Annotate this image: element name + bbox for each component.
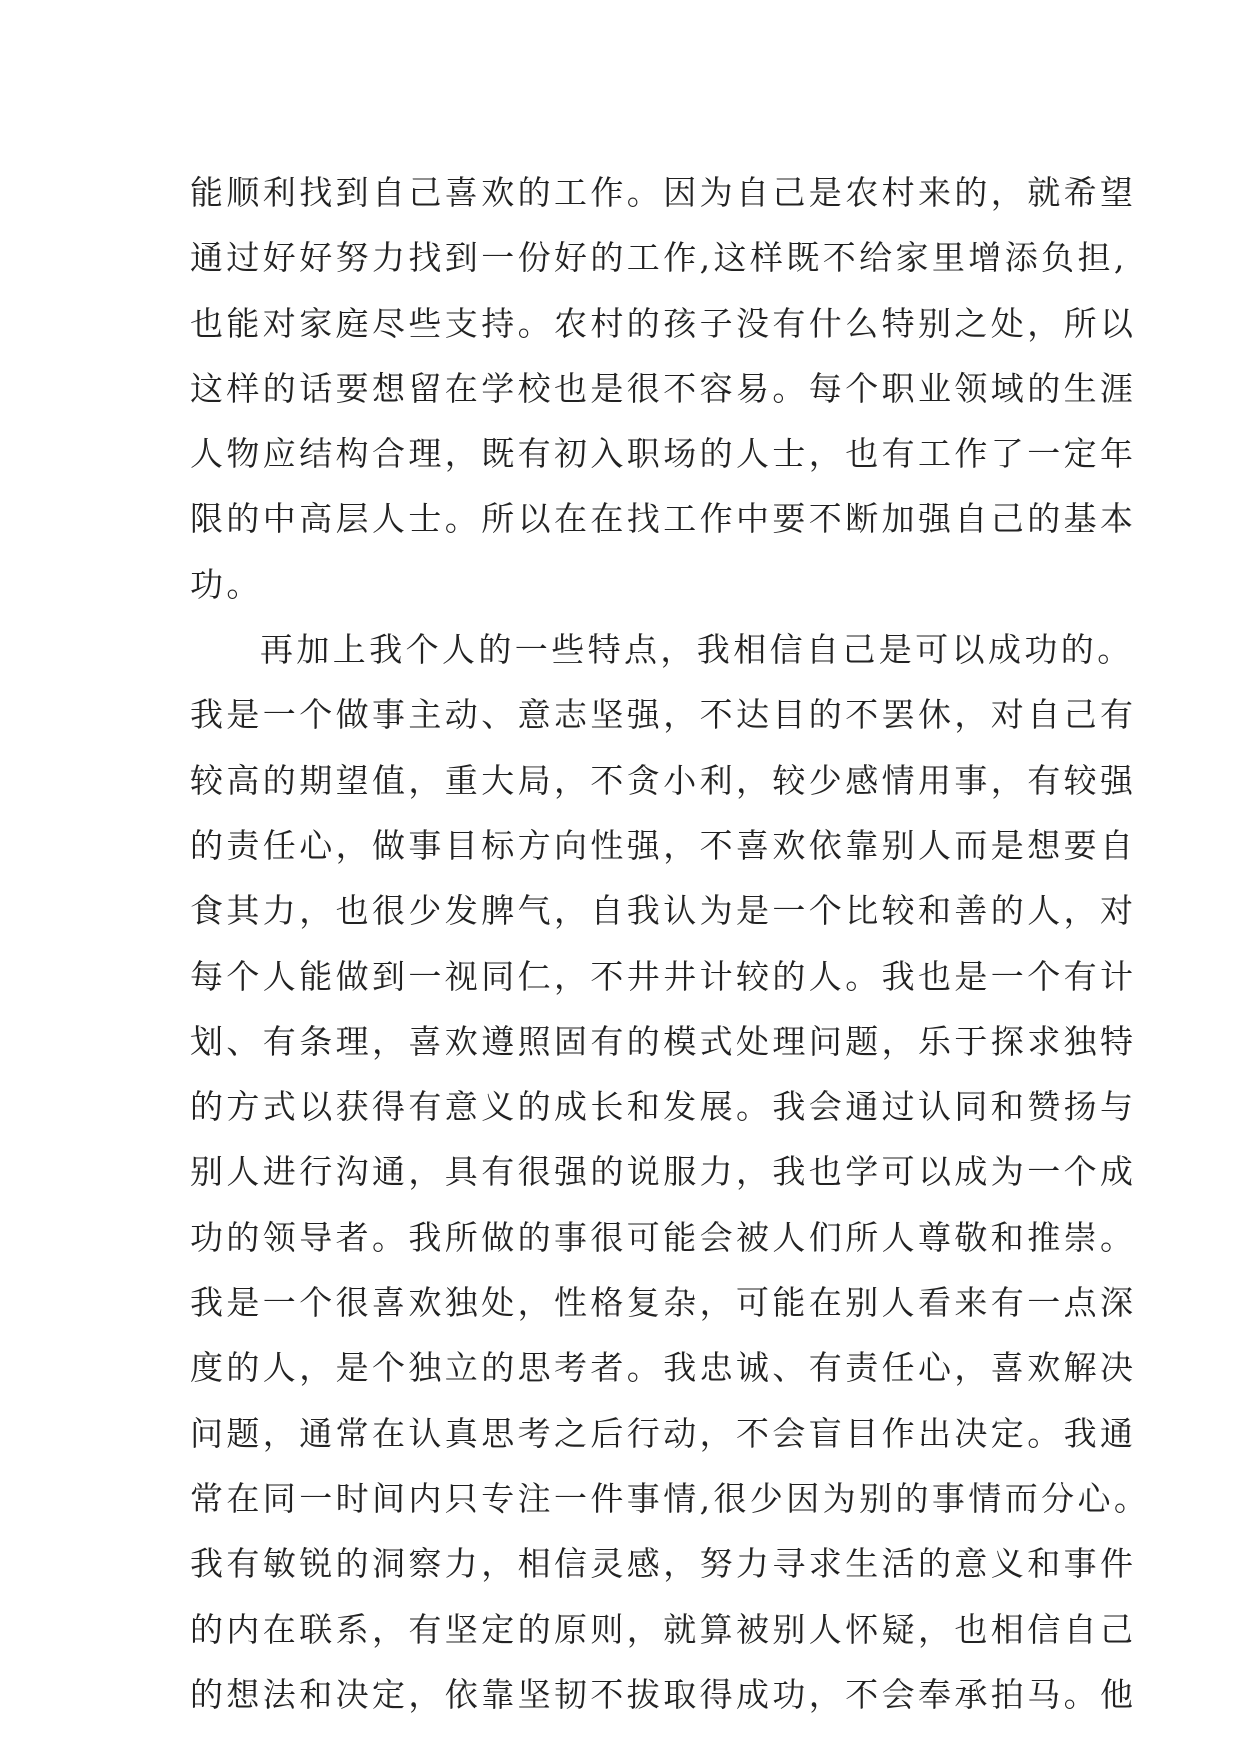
text-line: 每个人能做到一视同仁，不井井计较的人。我也是一个有计 — [190, 956, 1137, 996]
text-line: 这样的话要想留在学校也是很不容易。每个职业领域的生涯 — [190, 368, 1137, 408]
text-line: 的责任心，做事目标方向性强，不喜欢依靠别人而是想要自 — [190, 825, 1137, 865]
text-line: 我有敏锐的洞察力，相信灵感，努力寻求生活的意义和事件 — [190, 1544, 1137, 1584]
text-line: 我是一个做事主动、意志坚强，不达目的不罢休，对自己有 — [190, 695, 1137, 735]
text-line: 通过好好努力找到一份好的工作,这样既不给家里增添负担, — [190, 238, 1128, 278]
body-text — [190, 160, 1151, 1727]
text-line: 别人进行沟通，具有很强的说服力，我也学可以成为一个成 — [190, 1152, 1137, 1192]
text-line: 的方式以获得有意义的成长和发展。我会通过认同和赞扬与 — [190, 1087, 1137, 1127]
text-line: 常在同一时间内只专注一件事情,很少因为别的事情而分心。 — [190, 1478, 1151, 1518]
text-line: 能顺利找到自己喜欢的工作。因为自己是农村来的，就希望 — [190, 173, 1137, 212]
text-line: 的想法和决定，依靠坚韧不拔取得成功，不会奉承拍马。他 — [190, 1674, 1137, 1714]
text-line: 食其力，也很少发脾气，自我认为是一个比较和善的人，对 — [190, 891, 1137, 931]
text-line: 较高的期望值，重大局，不贪小利，较少感情用事，有较强 — [190, 760, 1137, 800]
text-line: 人物应结构合理，既有初入职场的人士，也有工作了一定年 — [190, 434, 1137, 474]
text-line: 问题，通常在认真思考之后行动，不会盲目作出决定。我通 — [190, 1413, 1137, 1453]
text-line: 限的中高层人士。所以在在找工作中要不断加强自己的基本 — [190, 499, 1137, 539]
text-line: 的内在联系，有坚定的原则，就算被别人怀疑，也相信自己 — [190, 1609, 1137, 1649]
text-line: 功的领导者。我所做的事很可能会被人们所人尊敬和推崇。 — [190, 1217, 1137, 1257]
text-line: 划、有条理，喜欢遵照固有的模式处理问题，乐于探求独特 — [190, 1021, 1137, 1061]
text-line: 也能对家庭尽些支持。农村的孩子没有什么特别之处，所以 — [190, 303, 1137, 343]
text-line: 我是一个很喜欢独处，性格复杂，可能在别人看来有一点深 — [190, 1283, 1137, 1323]
text-line: 度的人，是个独立的思考者。我忠诚、有责任心，喜欢解决 — [190, 1348, 1137, 1388]
text-line: 功。 — [190, 564, 263, 604]
text-line: 再加上我个人的一些特点，我相信自己是可以成功的。 — [260, 630, 1134, 670]
